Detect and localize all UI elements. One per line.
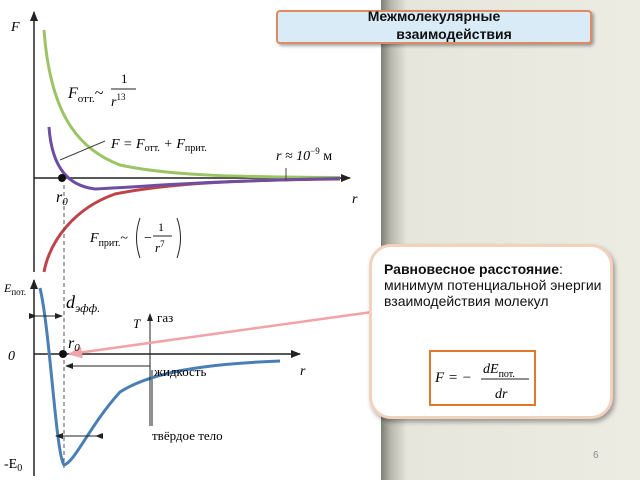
page-number: 6 bbox=[593, 450, 599, 461]
repulsion-formula bbox=[67, 71, 136, 110]
force-equilibrium-point bbox=[58, 174, 66, 182]
d-eff-label: $d_{эфф.}$ bbox=[66, 292, 101, 315]
sum-force-formula: $F = F_{отт.} + F_{прит.}$ bbox=[111, 137, 207, 154]
svg-text:1: 1 bbox=[158, 220, 164, 234]
energy-min-label: $-E_0$ bbox=[4, 457, 23, 474]
energy-x-label: r bbox=[300, 364, 306, 379]
distance-estimate: $r \approx 10^{-9}$ м bbox=[276, 146, 333, 164]
energy-r0-label: r0 bbox=[68, 335, 80, 354]
title-line-1: Межмолекулярные bbox=[367, 8, 501, 24]
attraction-curve bbox=[44, 179, 340, 272]
svg-text:r7: $r^7$ bbox=[155, 239, 165, 255]
sum-label-leader bbox=[60, 141, 105, 160]
force-formula bbox=[431, 352, 534, 404]
callout-heading: Равновесное расстояние bbox=[384, 261, 560, 277]
svg-text:−: − bbox=[144, 231, 152, 246]
gas-label: газ bbox=[157, 310, 174, 325]
attraction-formula bbox=[89, 218, 181, 258]
slide-title bbox=[276, 10, 592, 44]
svg-text:r13: $r^{13}$ bbox=[111, 92, 126, 110]
callout-body: минимум потенциальной энергии взаимодействия молекул bbox=[384, 277, 602, 309]
force-x-label: r bbox=[352, 192, 358, 207]
callout-text bbox=[384, 261, 610, 309]
equilibrium-callout bbox=[369, 244, 613, 419]
svg-text:1: 1 bbox=[121, 71, 128, 86]
force-formula-box bbox=[429, 350, 536, 406]
svg-text:dr: dr bbox=[495, 387, 508, 402]
energy-zero-label: 0 bbox=[8, 349, 15, 364]
callout-pointer-arrow bbox=[70, 312, 372, 354]
energy-equilibrium-point bbox=[59, 350, 67, 358]
force-r0-label: r0 bbox=[56, 189, 68, 208]
force-y-label: F bbox=[11, 20, 20, 35]
temperature-label: T bbox=[133, 316, 141, 331]
callout-heading-colon: : bbox=[559, 261, 563, 277]
svg-text:Fотт.~: $F_{отт.}\sim$ bbox=[68, 85, 104, 105]
svg-text:F = −: F = − bbox=[435, 370, 472, 386]
liquid-label: жидкость bbox=[154, 364, 207, 379]
energy-y-label: $E_{пот.}$ bbox=[4, 281, 27, 297]
solid-label: твёрдое тело bbox=[152, 428, 223, 443]
svg-text:dEпот.: $dE_{пот.}$ bbox=[483, 362, 515, 380]
title-line-2: взаимодействия bbox=[396, 26, 512, 42]
svg-text:Fприт.~: $F_{прит.}\sim$ bbox=[90, 231, 128, 249]
